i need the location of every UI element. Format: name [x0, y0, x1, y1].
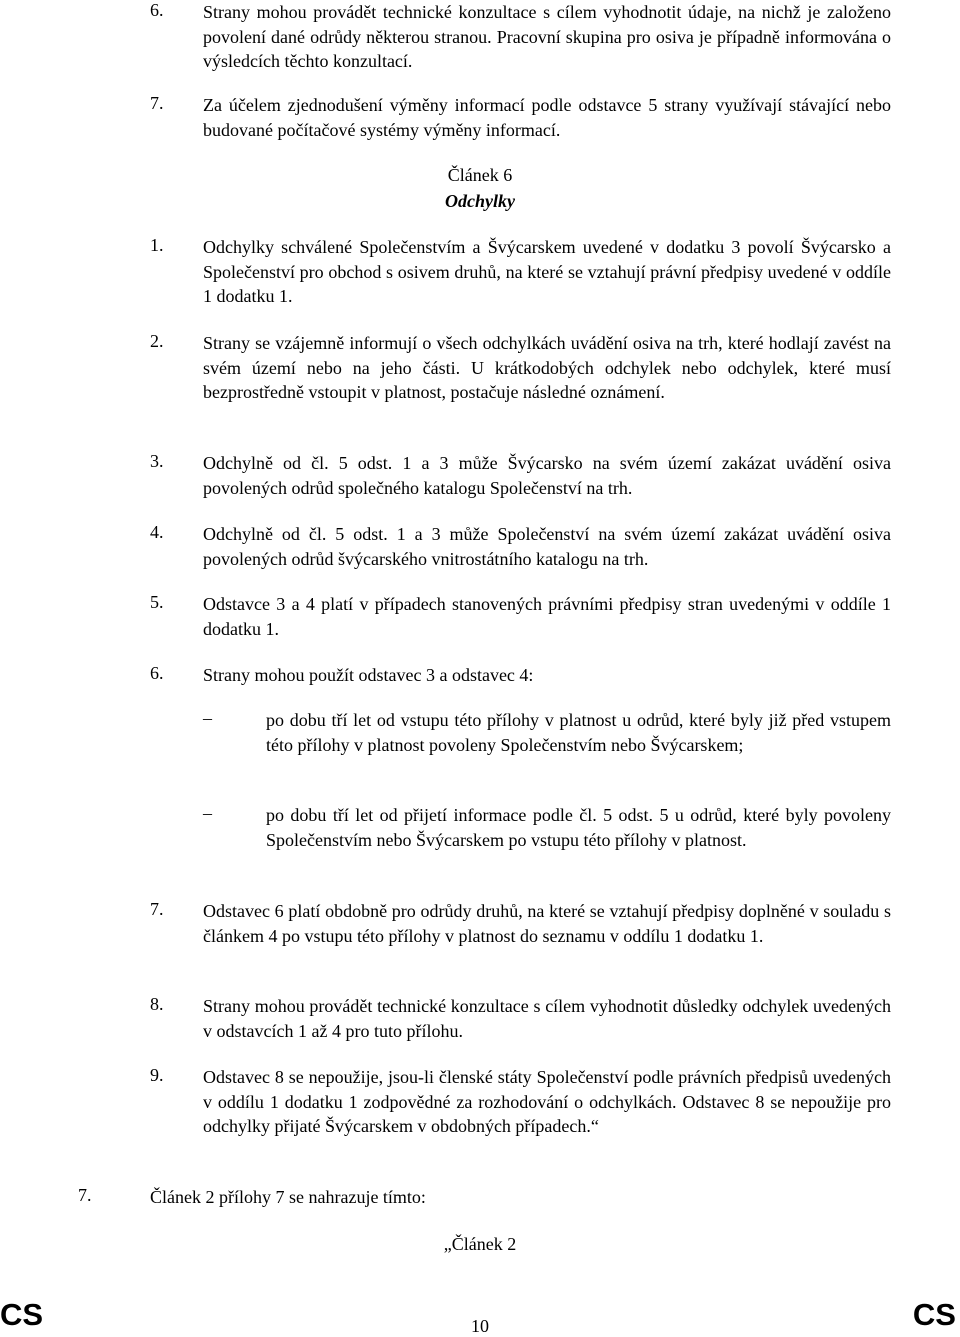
paragraph-number: 8.: [150, 994, 164, 1014]
article-subtitle: Odchylky: [445, 191, 515, 211]
outer-item-number: 7.: [78, 1185, 92, 1205]
dash-item-text: po dobu tří let od vstupu této přílohy v platnost u odrůd, které byly již před vstupem této přílohy v platnost povoleny Společenstvím nebo Švýcarskem;: [266, 710, 891, 755]
paragraph-text: Za účelem zjednodušení výměny informací podle odstavce 5 strany využívají stávající nebo budované počítačové systémy výměny informací.: [203, 95, 891, 140]
article-title: Článek 6: [447, 165, 513, 185]
paragraph-text: Odstavec 8 se nepoužije, jsou-li členské státy Společenství podle právních předpisů uvedených v oddílu 1 dodatku 1 zodpovědné za rozhodování o odchylkách. Odstavec 8 se nepoužije pro odchylky přijaté Švýcarskem v obdobných případech.“: [203, 1067, 891, 1136]
footer-language-code-left: CS: [0, 1297, 44, 1332]
paragraph-text: Strany se vzájemně informují o všech odchylkách uvádění osiva na trh, které hodlají zavést na svém území nebo na jeho části. U krátkodobých odchylek nebo odchylek, které musí bezprostředně vstoupit v platnost, postačuje následné oznámení.: [203, 333, 891, 402]
paragraph-number: 3.: [150, 451, 164, 471]
paragraph-text: Odchylky schválené Společenstvím a Švýcarskem uvedené v dodatku 3 povolí Švýcarsko a Společenství pro obchod s osivem druhů, na které se vztahují právní předpisy uvedené v oddíle 1 dodatku 1.: [203, 237, 891, 306]
paragraph-number: 4.: [150, 522, 164, 542]
paragraph-number: 7.: [150, 899, 164, 919]
paragraph-number: 6.: [150, 0, 164, 20]
paragraph-text: Strany mohou provádět technické konzultace s cílem vyhodnotit údaje, na nichž je založeno povolení dané odrůdy některou stranou. Pracovní skupina pro osiva je případně informována o výsledcích těchto konzultací.: [203, 2, 891, 71]
page-number: 10: [471, 1316, 489, 1336]
dash-bullet: –: [203, 708, 212, 728]
dash-item-text: po dobu tří let od přijetí informace podle čl. 5 odst. 5 u odrůd, které byly povoleny Společenstvím nebo Švýcarskem po vstupu této přílohy v platnost.: [266, 805, 891, 850]
paragraph-number: 2.: [150, 331, 164, 351]
paragraph-text: Odchylně od čl. 5 odst. 1 a 3 může Společenství na svém území zakázat uvádění osiva povolených odrůd švýcarského vnitrostátního katalogu na trh.: [203, 524, 891, 569]
outer-item-text: Článek 2 přílohy 7 se nahrazuje tímto:: [150, 1187, 426, 1207]
paragraph-number: 7.: [150, 93, 164, 113]
paragraph-number: 6.: [150, 663, 164, 683]
paragraph-number: 9.: [150, 1065, 164, 1085]
paragraph-number: 1.: [150, 235, 164, 255]
paragraph-text: Strany mohou provádět technické konzultace s cílem vyhodnotit důsledky odchylek uvedených v odstavcích 1 až 4 pro tuto přílohu.: [203, 996, 891, 1041]
paragraph-text: Odstavce 3 a 4 platí v případech stanovených právními předpisy stran uvedenými v oddíle 1 dodatku 1.: [203, 594, 891, 639]
dash-bullet: –: [203, 803, 212, 823]
paragraph-text: Odchylně od čl. 5 odst. 1 a 3 může Švýcarsko na svém území zakázat uvádění osiva povolených odrůd společného katalogu Společenství na trh.: [203, 453, 891, 498]
footer-language-code-right: CS: [912, 1297, 956, 1332]
paragraph-text: Odstavec 6 platí obdobně pro odrůdy druhů, na které se vztahují předpisy doplněné v souladu s článkem 4 po vstupu této přílohy v platnost do seznamu v oddílu 1 dodatku 1.: [203, 901, 891, 946]
paragraph-number: 5.: [150, 592, 164, 612]
paragraph-text: Strany mohou použít odstavec 3 a odstavec 4:: [203, 665, 534, 685]
next-article-title: „Článek 2: [443, 1234, 517, 1254]
